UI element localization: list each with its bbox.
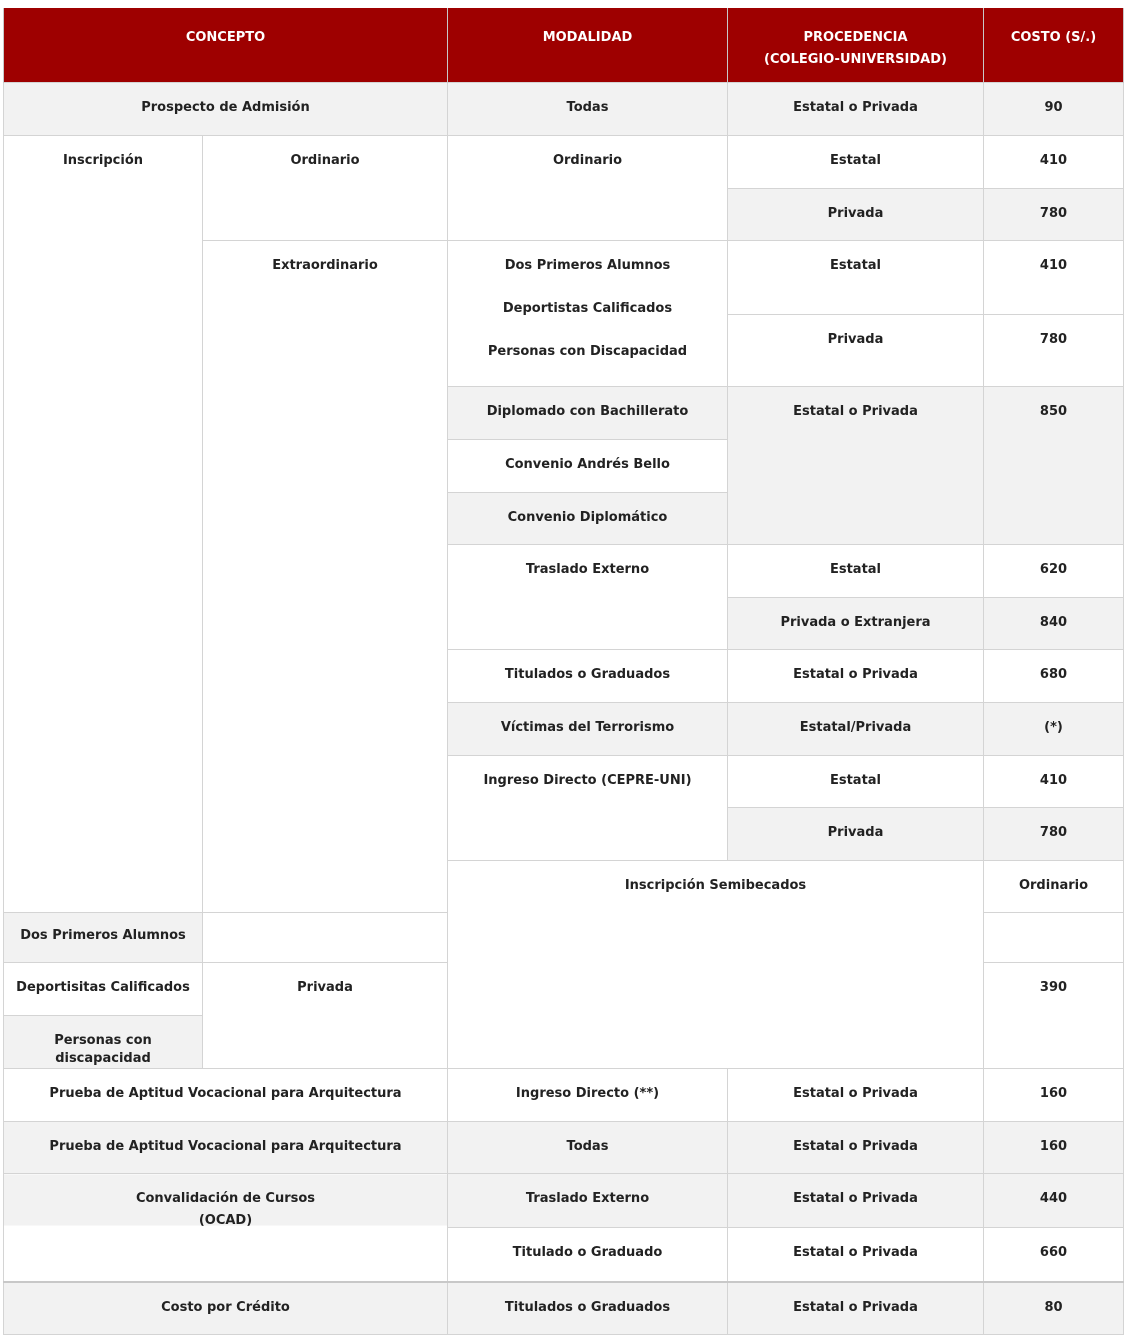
header-procedencia-line2: (COLEGIO-UNIVERSIDAD) bbox=[764, 52, 947, 67]
procedencia-cell: Estatal o Privada bbox=[728, 387, 984, 545]
concepto-cell: Prueba de Aptitud Vocacional para Arquitectura bbox=[4, 1069, 448, 1122]
costo-cell: (*) bbox=[984, 703, 1124, 756]
procedencia-cell: Privada bbox=[728, 808, 984, 861]
costo-cell: 160 bbox=[984, 1069, 1124, 1122]
concepto-cell: Costo por Crédito bbox=[4, 1282, 448, 1335]
costo-cell: 390 bbox=[984, 963, 1124, 1069]
concepto-cell: Prospecto de Admisión bbox=[4, 83, 448, 136]
concepto-cell: Inscripción Semibecados bbox=[448, 861, 984, 1069]
table-row bbox=[4, 1122, 1124, 1174]
costo-cell: 410 bbox=[984, 756, 1124, 808]
costo-cell: 840 bbox=[984, 598, 1124, 650]
procedencia-cell: Privada bbox=[728, 314, 984, 386]
procedencia-cell: Estatal o Privada bbox=[728, 1282, 984, 1335]
table-row bbox=[4, 1282, 1124, 1335]
modalidad-item: Dos Primeros Alumnos bbox=[504, 258, 671, 273]
modalidad-cell: Diplomado con Bachillerato bbox=[448, 387, 728, 440]
modalidad-cell: Dos Primeros Alumnos bbox=[4, 913, 203, 963]
costo-cell: 680 bbox=[984, 650, 1124, 703]
procedencia-cell: Estatal bbox=[728, 545, 984, 598]
concepto-cell bbox=[4, 1174, 448, 1282]
modalidad-cell: Víctimas del Terrorismo bbox=[448, 703, 728, 756]
procedencia-cell: Privada o Extranjera bbox=[728, 598, 984, 650]
costo-cell: 410 bbox=[984, 241, 1124, 315]
concepto-line1: Convalidación de Cursos bbox=[135, 1191, 316, 1206]
modalidad-cell: Titulado o Graduado bbox=[448, 1228, 728, 1282]
modalidad-item: Personas con Discapacidad bbox=[487, 344, 688, 359]
costo-cell: 80 bbox=[984, 1282, 1124, 1335]
modalidad-cell: Titulados o Graduados bbox=[448, 650, 728, 703]
modalidad-cell: Ordinario bbox=[448, 136, 728, 241]
costo-cell: 780 bbox=[984, 314, 1124, 386]
costo-cell: 160 bbox=[984, 1122, 1124, 1174]
table-row bbox=[4, 1069, 1124, 1122]
header-procedencia bbox=[728, 8, 984, 83]
header-row bbox=[4, 8, 1124, 83]
modalidad-cell: Deportisitas Calificados bbox=[4, 963, 203, 1016]
costo-cell: 660 bbox=[984, 1228, 1124, 1282]
tipo-cell: Ordinario bbox=[203, 136, 448, 241]
header-costo: COSTO (S/.) bbox=[984, 8, 1124, 83]
modalidad-cell bbox=[448, 241, 728, 387]
costo-cell: 410 bbox=[984, 136, 1124, 189]
procedencia-cell: Estatal bbox=[728, 136, 984, 189]
modalidad-cell: Traslado Externo bbox=[448, 1174, 728, 1228]
procedencia-cell: Estatal bbox=[728, 241, 984, 315]
costo-cell: 620 bbox=[984, 545, 1124, 598]
costo-cell: 780 bbox=[984, 189, 1124, 241]
tipo-cell: Extraordinario bbox=[203, 241, 448, 913]
costs-table-container bbox=[3, 8, 1123, 1335]
modalidad-cell: Traslado Externo bbox=[448, 545, 728, 650]
concepto-line2: (OCAD) bbox=[198, 1213, 253, 1228]
table-row bbox=[4, 83, 1124, 136]
header-modalidad: MODALIDAD bbox=[448, 8, 728, 83]
table-row bbox=[4, 136, 1124, 189]
procedencia-cell: Estatal o Privada bbox=[728, 1174, 984, 1228]
header-concepto: CONCEPTO bbox=[4, 8, 448, 83]
modalidad-cell: Todas bbox=[448, 83, 728, 136]
modalidad-cell: Personas con discapacidad bbox=[4, 1016, 203, 1069]
modalidad-cell: Convenio Diplomático bbox=[448, 493, 728, 545]
concepto-cell: Inscripción bbox=[4, 136, 203, 913]
costo-cell: 90 bbox=[984, 83, 1124, 136]
costo-cell: 440 bbox=[984, 1174, 1124, 1228]
modalidad-cell: Ordinario bbox=[984, 861, 1124, 913]
procedencia-cell: Estatal o Privada bbox=[728, 1122, 984, 1174]
admission-costs-table bbox=[3, 8, 1124, 1335]
costo-cell: 780 bbox=[984, 808, 1124, 861]
modalidad-cell: Convenio Andrés Bello bbox=[448, 440, 728, 493]
modalidad-item: Deportistas Calificados bbox=[502, 301, 673, 316]
procedencia-cell: Estatal bbox=[728, 756, 984, 808]
procedencia-cell: Privada bbox=[203, 963, 448, 1069]
modalidad-cell: Ingreso Directo (**) bbox=[448, 1069, 728, 1122]
procedencia-cell: Estatal o Privada bbox=[728, 1069, 984, 1122]
procedencia-cell: Estatal o Privada bbox=[728, 83, 984, 136]
procedencia-cell: Privada bbox=[728, 189, 984, 241]
procedencia-cell: Estatal o Privada bbox=[728, 650, 984, 703]
procedencia-cell: Estatal o Privada bbox=[728, 1228, 984, 1282]
costo-cell: 850 bbox=[984, 387, 1124, 545]
table-row bbox=[4, 1174, 1124, 1228]
header-procedencia-line1: PROCEDENCIA bbox=[803, 30, 908, 45]
concepto-cell: Prueba de Aptitud Vocacional para Arquitectura bbox=[4, 1122, 448, 1174]
modalidad-cell: Todas bbox=[448, 1122, 728, 1174]
modalidad-cell: Titulados o Graduados bbox=[448, 1282, 728, 1335]
procedencia-cell: Estatal/Privada bbox=[728, 703, 984, 756]
modalidad-cell: Ingreso Directo (CEPRE-UNI) bbox=[448, 756, 728, 861]
